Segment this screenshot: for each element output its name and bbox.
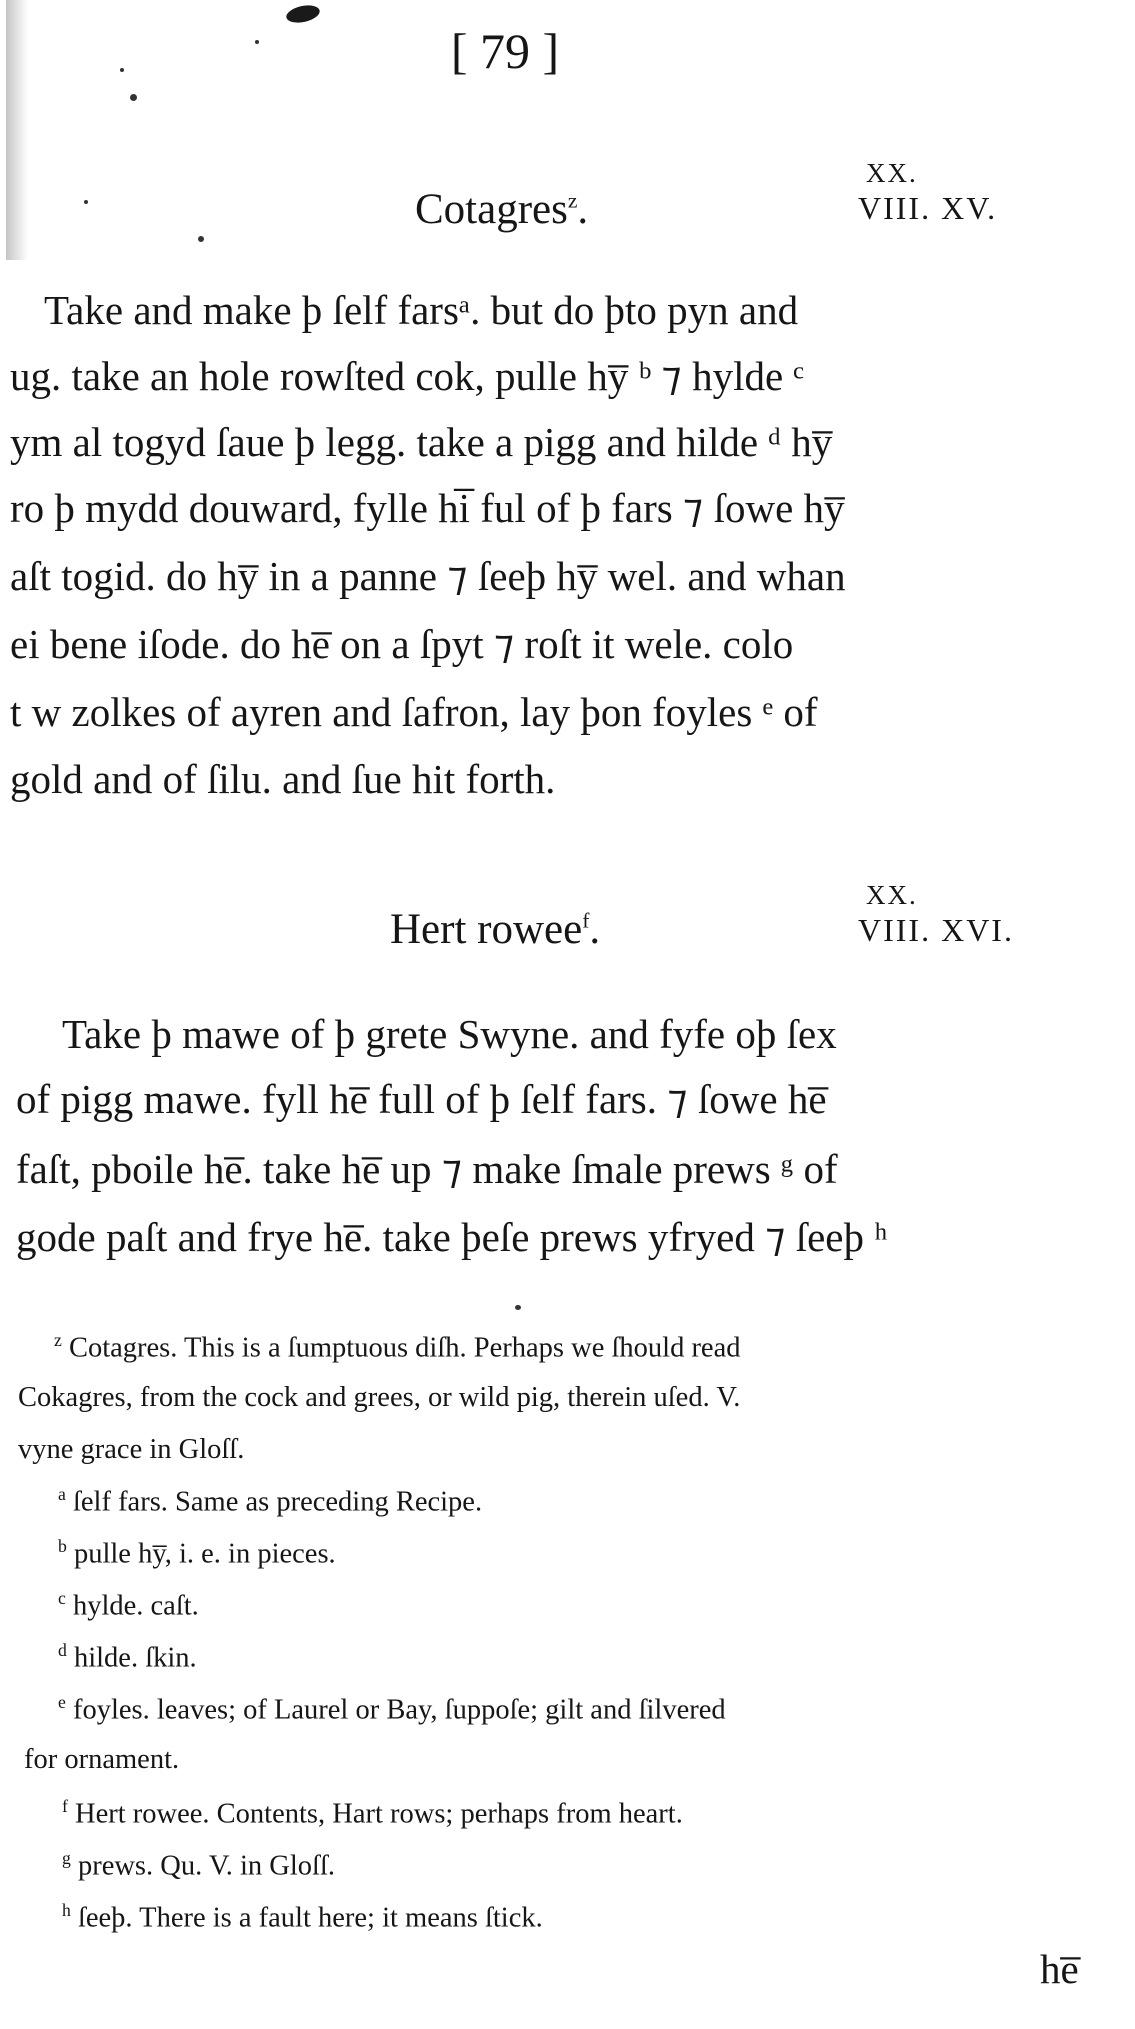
catchword: he̅ <box>1040 1946 1079 1992</box>
footnote <box>58 1692 1135 1727</box>
text-line: gold and of ſilu. and ſue hit forth. <box>10 756 556 802</box>
heading-period: . <box>577 186 589 233</box>
text-line: Take and make þ ſelf farsᵃ. but do þto pyn and <box>44 287 799 333</box>
ink-speck <box>84 200 88 204</box>
footnote <box>18 1434 1118 1466</box>
footnote-mark: a <box>58 1484 66 1504</box>
footnote-text: Cotagres. This is a ſumptuous diſh. Perhaps we ſhould read <box>68 1332 741 1364</box>
footnote-mark: g <box>62 1848 71 1868</box>
text-line: Take þ mawe of þ grete Swyne. and fyfe oþ ſex <box>62 1011 837 1057</box>
footnote <box>54 1330 1135 1365</box>
footnote-text: pulle hy̅, i. e. in pieces. <box>73 1538 336 1570</box>
footnote <box>62 1900 1135 1935</box>
footnote-mark: f <box>62 1796 68 1816</box>
heading-footnote-mark: z <box>567 188 578 213</box>
heading-period: . <box>589 906 601 953</box>
footnote-mark: e <box>58 1692 66 1712</box>
footnote-mark: h <box>62 1900 71 1920</box>
footnote <box>62 1848 1135 1883</box>
text-line: of pigg mawe. fyll he̅ full of þ ſelf fars. ⁊ ſowe he̅ <box>16 1076 827 1122</box>
heading-text: Hert rowee <box>390 906 583 953</box>
text-line: ro þ mydd douward, fylle hi̅ ful of þ fars ⁊ ſowe hy̅ <box>10 485 845 531</box>
section-number-top: XX. <box>866 880 918 910</box>
footnote-mark: z <box>54 1330 62 1350</box>
section-heading <box>415 185 588 234</box>
text-line: ei bene iſode. do he̅ on a ſpyt ⁊ roſt it wele. colo <box>10 621 794 667</box>
ink-speck <box>255 40 259 44</box>
footnote <box>58 1536 1135 1571</box>
section-number-bottom: VIII. XVI. <box>858 912 1014 948</box>
heading-text: Cotagres <box>415 186 568 233</box>
page-number: [ 79 ] <box>450 23 560 79</box>
section-number-bottom: VIII. XV. <box>858 190 998 226</box>
heading-footnote-mark: f <box>582 908 590 933</box>
text-line: ym al togyd ſaue þ legg. take a pigg and hilde ᵈ hy̅ <box>10 419 833 465</box>
footnote-text: for ornament. <box>24 1744 180 1775</box>
ink-speck <box>120 68 124 72</box>
footnote <box>58 1588 1135 1623</box>
footnote-text: Hert rowee. Contents, Hart rows; perhaps from heart. <box>75 1798 683 1830</box>
text-line: ug. take an hole rowſted cok, pulle hy̅ ᵇ ⁊ hylde ᶜ <box>10 353 804 399</box>
footnote-text: Cokagres, from the cock and grees, or wild pig, therein uſed. V. <box>18 1382 741 1413</box>
ink-speck <box>130 94 137 101</box>
footnote <box>18 1382 1118 1414</box>
footnote-text: foyles. leaves; of Laurel or Bay, ſuppoſe; gilt and ſilvered <box>72 1694 726 1726</box>
text-line: gode paſt and frye he̅. take þeſe prews yfryed ⁊ ſeeþ ʰ <box>16 1214 888 1260</box>
footnote-text: ſeeþ. There is a fault here; it means ſtick. <box>77 1902 543 1934</box>
ink-speck <box>515 1305 521 1310</box>
footnote-mark: c <box>58 1588 66 1608</box>
ink-blot <box>285 3 322 26</box>
footnote <box>24 1744 1124 1776</box>
footnote-text: hylde. caſt. <box>72 1590 199 1622</box>
text-line: faſt, pboile he̅. take he̅ up ⁊ make ſmale prews ᵍ of <box>16 1146 838 1192</box>
footnote <box>58 1484 1135 1519</box>
footnote <box>58 1640 1135 1675</box>
ink-speck <box>198 236 204 242</box>
footnote <box>62 1796 1135 1831</box>
footnote-mark: b <box>58 1536 67 1556</box>
page-gutter-shadow <box>6 0 28 260</box>
footnote-mark: d <box>58 1640 67 1660</box>
footnote-text: vyne grace in Gloſſ. <box>18 1434 245 1465</box>
footnote-text: hilde. ſkin. <box>73 1642 197 1674</box>
text-line: t w zolkes of ayren and ſafron, lay þon foyles ᵉ of <box>10 689 818 735</box>
section-number-top: XX. <box>866 158 918 188</box>
footnote-text: ſelf fars. Same as preceding Recipe. <box>72 1486 483 1518</box>
footnote-text: prews. Qu. V. in Gloſſ. <box>77 1850 335 1882</box>
text-line: aſt togid. do hy̅ in a panne ⁊ ſeeþ hy̅ wel. and whan <box>10 553 846 599</box>
section-heading <box>390 905 600 954</box>
